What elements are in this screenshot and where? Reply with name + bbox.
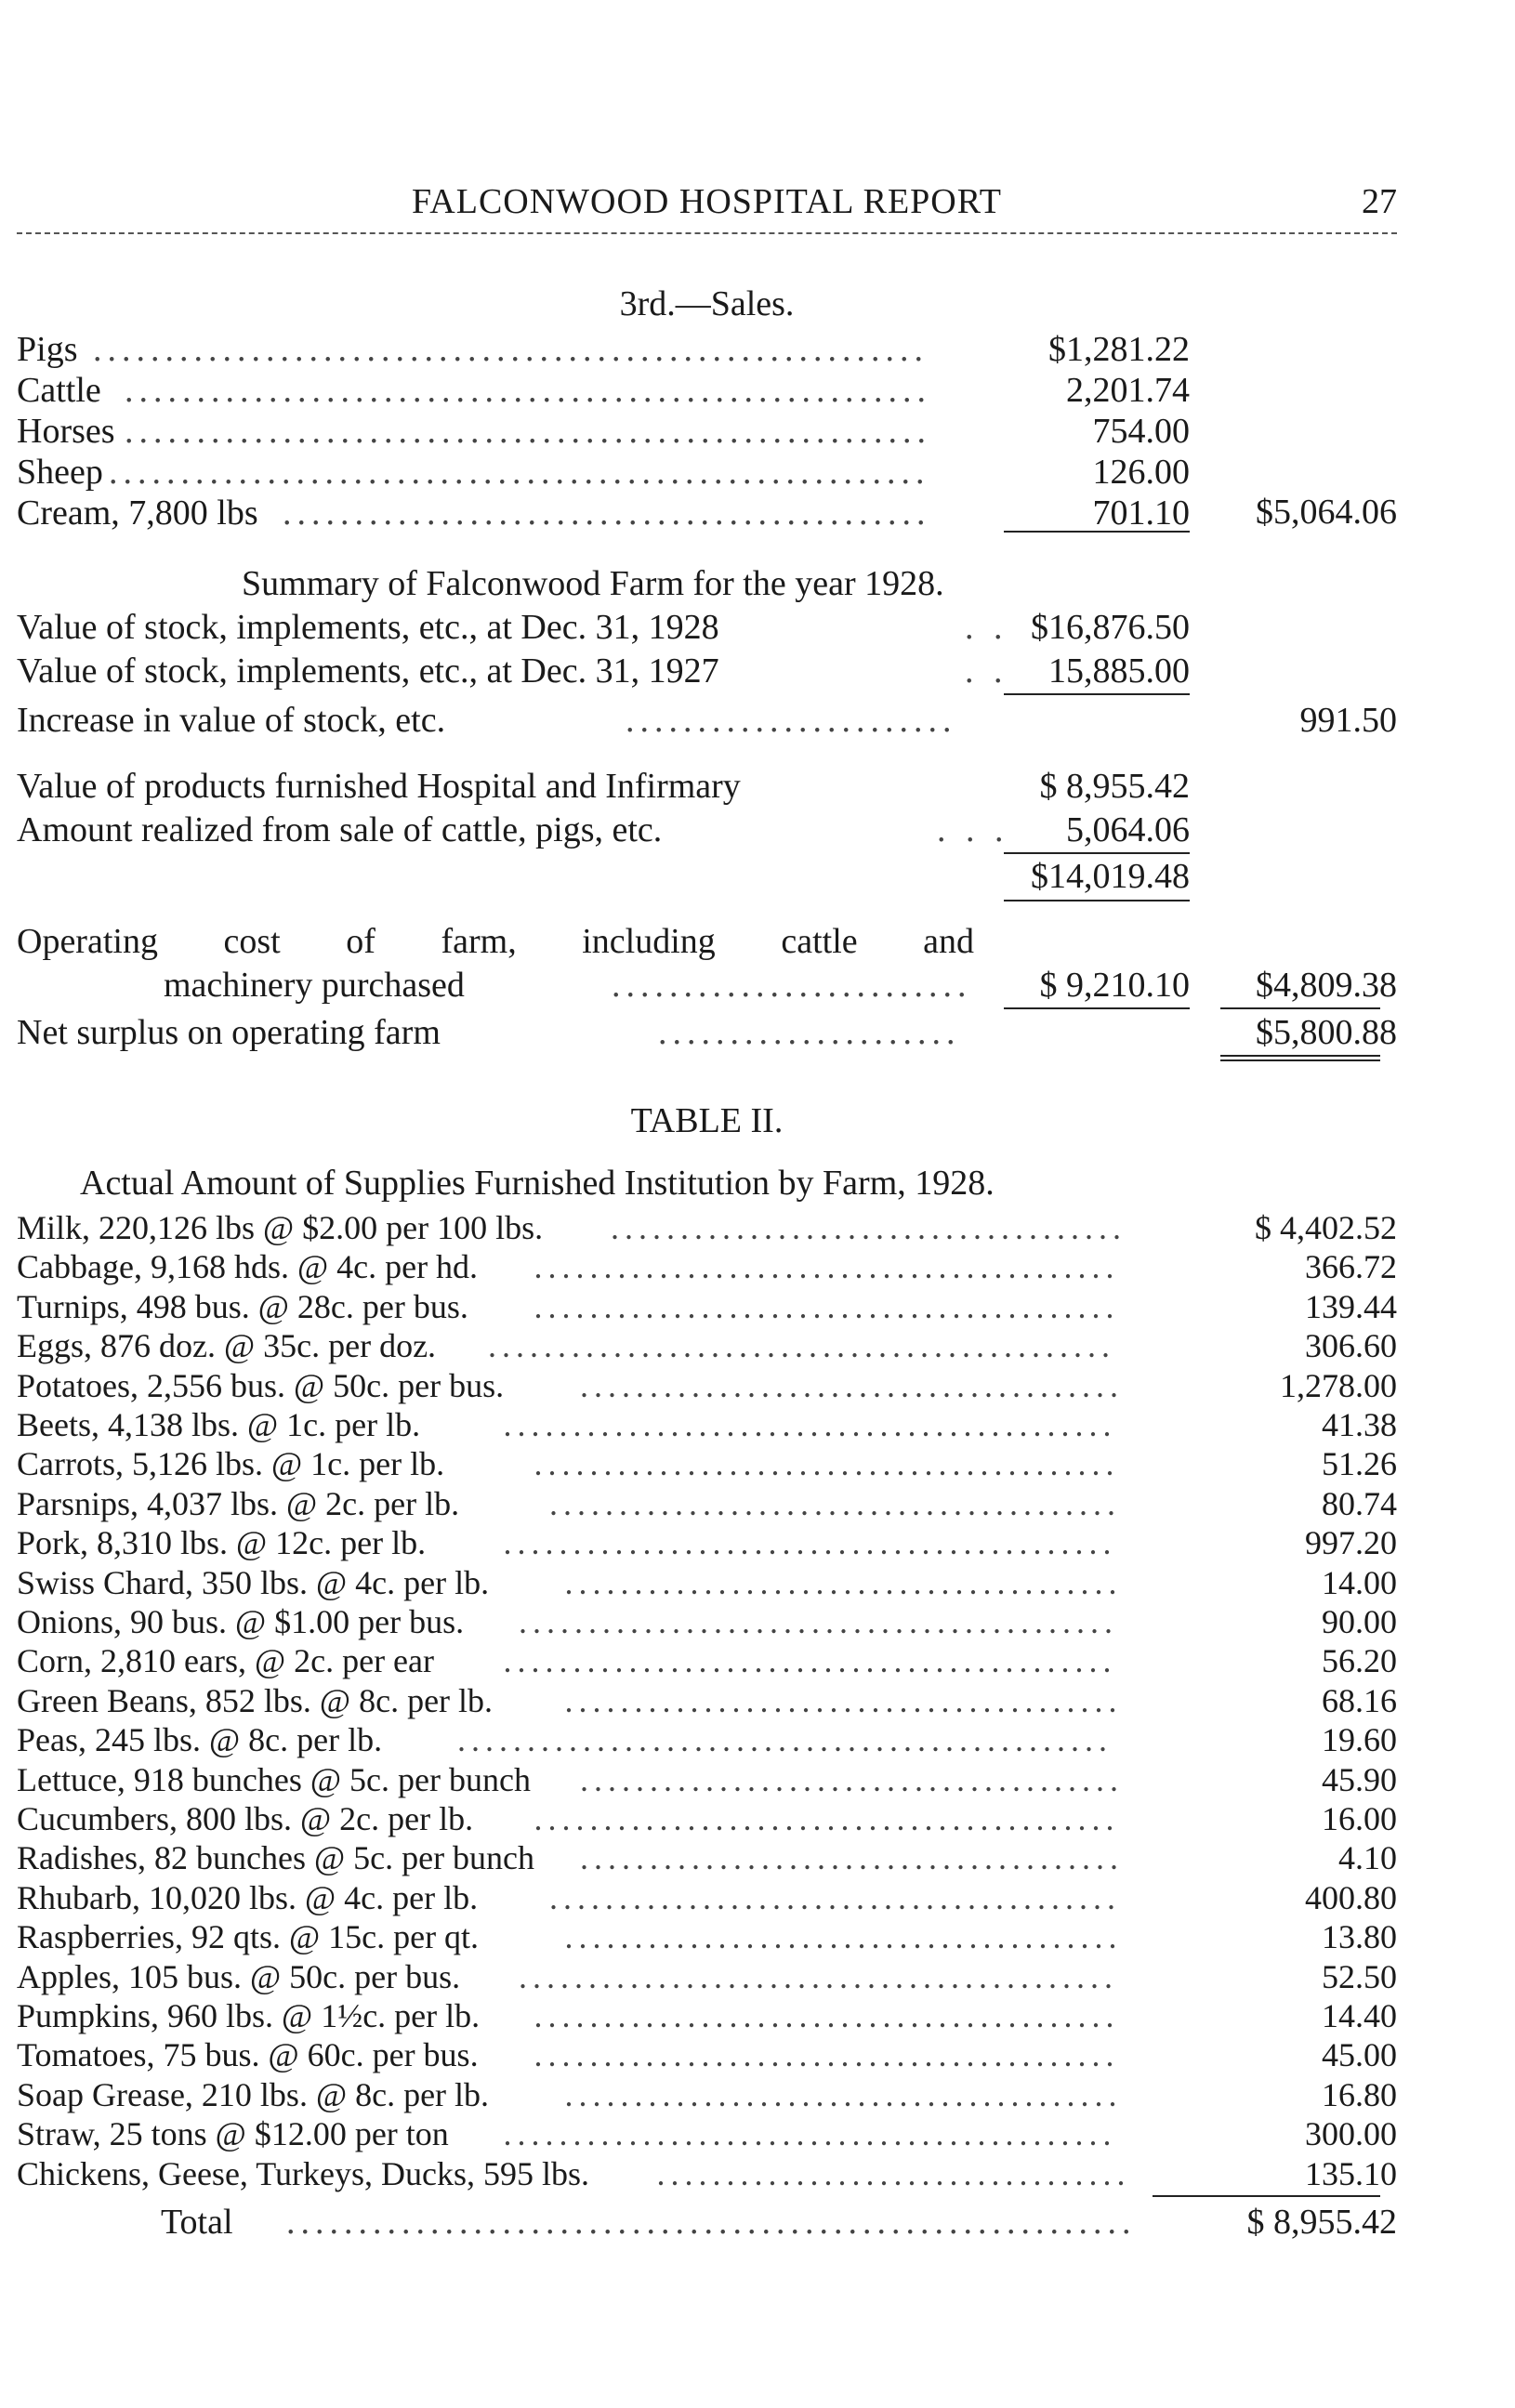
table-row <box>17 1482 1397 1525</box>
leader-dots: ........................................................... <box>286 2203 1137 2242</box>
table-item-label: Parsnips, 4,037 lbs. @ 2c. per lb. <box>17 1485 460 1522</box>
leader-dots: ............................................ <box>503 2115 1117 2152</box>
table-row <box>17 1364 1397 1407</box>
summary-row-operating-1 <box>17 920 1397 963</box>
summary-rule <box>1220 1059 1380 1061</box>
table-row <box>17 1718 1397 1761</box>
table-item-amount: 45.00 <box>1322 2036 1397 2073</box>
sales-total: $5,064.06 <box>1256 493 1397 532</box>
table-item-label: Cabbage, 9,168 hds. @ 4c. per hd. <box>17 1248 479 1285</box>
table-subheading: Actual Amount of Supplies Furnished Institution by Farm, 1928. <box>80 1164 995 1203</box>
leader-dots: ........................................ <box>564 1918 1123 1955</box>
table-item-amount: 306.60 <box>1305 1327 1397 1364</box>
table-row <box>17 1442 1397 1485</box>
leader-dots: ....................................... <box>580 1839 1124 1876</box>
summary-label: machinery purchased <box>164 966 465 1005</box>
table-item-label: Soap Grease, 210 lbs. @ 8c. per lb. <box>17 2076 490 2113</box>
summary-amount: 991.50 <box>1299 701 1397 740</box>
table-item-label: Radishes, 82 bunches @ 5c. per bunch <box>17 1839 535 1876</box>
table-row <box>17 2112 1397 2155</box>
sales-item-label: Horses <box>17 412 115 451</box>
summary-result: $4,809.38 <box>1256 966 1397 1005</box>
operating-word: and <box>923 922 975 961</box>
leader-dots: .......................................... <box>534 1800 1120 1837</box>
table-item-label: Swiss Chard, 350 lbs. @ 4c. per lb. <box>17 1564 490 1601</box>
table-row <box>17 2033 1397 2076</box>
table-item-amount: 19.60 <box>1322 1721 1397 1758</box>
table-heading: TABLE II. <box>630 1101 784 1140</box>
summary-rule <box>1004 693 1190 695</box>
sales-item-amount: 126.00 <box>1092 453 1190 492</box>
leader-dots: ............................................... <box>457 1721 1113 1758</box>
table-row <box>17 1245 1397 1288</box>
leader-dots: . . <box>965 608 1008 647</box>
summary-rule <box>1004 1007 1190 1009</box>
table-item-amount: 1,278.00 <box>1280 1367 1397 1404</box>
summary-amount: $ 8,955.42 <box>1039 767 1190 806</box>
summary-row-combined <box>17 855 1397 898</box>
table-item-amount: 13.80 <box>1322 1918 1397 1955</box>
sales-item-label: Sheep <box>17 453 103 492</box>
table-item-amount: 56.20 <box>1322 1642 1397 1679</box>
summary-label: Value of products furnished Hospital and Infirmary <box>17 767 741 806</box>
table-item-label: Pumpkins, 960 lbs. @ 1½c. per lb. <box>17 1997 481 2034</box>
table-total-rule <box>1153 2195 1380 2197</box>
table-row <box>17 1876 1397 1919</box>
table-item-amount: 52.50 <box>1322 1958 1397 1995</box>
table-item-label: Green Beans, 852 lbs. @ 8c. per lb. <box>17 1682 494 1719</box>
summary-rule <box>1004 852 1190 854</box>
table-total-label: Total <box>161 2203 233 2242</box>
sales-item-amount: 701.10 <box>1092 493 1190 533</box>
table-item-amount: 400.80 <box>1305 1879 1397 1916</box>
table-row <box>17 2073 1397 2116</box>
summary-label: Value of stock, implements, etc., at Dec. 31, 1927 <box>17 651 719 691</box>
leader-dots: ........................................................ <box>125 412 931 451</box>
table-item-label: Corn, 2,810 ears, @ 2c. per ear <box>17 1642 434 1679</box>
table-item-amount: 80.74 <box>1322 1485 1397 1522</box>
summary-row-operating-2 <box>17 964 1397 1007</box>
operating-word: cost <box>223 922 281 961</box>
sales-heading: 3rd.—Sales. <box>619 284 795 323</box>
leader-dots: ........................................ <box>564 1564 1123 1601</box>
leader-dots: .......................................... <box>534 1997 1120 2034</box>
summary-amount: $16,876.50 <box>1031 608 1190 647</box>
leader-dots: ............................................ <box>503 1406 1117 1443</box>
leader-dots: ....................... <box>626 701 957 740</box>
summary-heading: Summary of Falconwood Farm for the year 1928. <box>242 564 944 603</box>
leader-dots: ........................................ <box>564 2076 1123 2113</box>
table-item-label: Apples, 105 bus. @ 50c. per bus. <box>17 1958 461 1995</box>
summary-amount: 5,064.06 <box>1066 810 1190 849</box>
table-row <box>17 1797 1397 1840</box>
table-row <box>17 1561 1397 1604</box>
leader-dots: .......................................... <box>534 1288 1120 1325</box>
leader-dots: . . <box>965 651 1008 691</box>
table-row <box>17 1403 1397 1446</box>
leader-dots: ......................... <box>612 966 972 1005</box>
leader-dots: ....................................... <box>580 1761 1124 1798</box>
summary-row-stock-1928 <box>17 606 1397 649</box>
table-item-label: Cucumbers, 800 lbs. @ 2c. per lb. <box>17 1800 474 1837</box>
table-item-label: Raspberries, 92 qts. @ 15c. per qt. <box>17 1918 480 1955</box>
leader-dots: ............................................. <box>283 493 931 533</box>
leader-dots: ......................................... <box>549 1485 1121 1522</box>
table-row <box>17 1206 1397 1249</box>
page-title: FALCONWOOD HOSPITAL REPORT <box>411 182 1003 221</box>
leader-dots: ......................................................... <box>109 453 930 492</box>
table-item-amount: 300.00 <box>1305 2115 1397 2152</box>
summary-row-sales <box>17 809 1397 851</box>
sales-item-label: Cattle <box>17 371 101 410</box>
table-row <box>17 1955 1397 1998</box>
summary-row-products <box>17 765 1397 808</box>
summary-row-increase <box>17 699 1397 742</box>
operating-word: Operating <box>17 922 158 961</box>
sales-row <box>17 451 1397 493</box>
table-item-label: Carrots, 5,126 lbs. @ 1c. per lb. <box>17 1445 445 1482</box>
operating-word: including <box>582 922 716 961</box>
sales-row <box>17 369 1397 412</box>
summary-amount: 15,885.00 <box>1048 651 1190 691</box>
table-item-label: Eggs, 876 doz. @ 35c. per doz. <box>17 1327 437 1364</box>
table-item-amount: 997.20 <box>1305 1524 1397 1561</box>
operating-word: cattle <box>781 922 858 961</box>
sales-item-amount: $1,281.22 <box>1048 330 1190 369</box>
sales-row <box>17 410 1397 453</box>
table-item-amount: 139.44 <box>1305 1288 1397 1325</box>
table-item-label: Onions, 90 bus. @ $1.00 per bus. <box>17 1603 465 1640</box>
sales-total-row <box>17 491 1397 533</box>
sales-item-label: Pigs <box>17 330 78 369</box>
leader-dots: ............................................ <box>503 1524 1117 1561</box>
table-row <box>17 1600 1397 1643</box>
table-row <box>17 1679 1397 1722</box>
leader-dots: .......................................................... <box>93 330 929 369</box>
table-item-amount: 4.10 <box>1338 1839 1397 1876</box>
table-item-label: Rhubarb, 10,020 lbs. @ 4c. per lb. <box>17 1879 479 1916</box>
table-item-amount: 135.10 <box>1305 2155 1397 2192</box>
table-row <box>17 1758 1397 1801</box>
page-number: 27 <box>1362 182 1397 221</box>
table-item-label: Milk, 220,126 lbs @ $2.00 per 100 lbs. <box>17 1209 544 1246</box>
table-item-amount: 90.00 <box>1322 1603 1397 1640</box>
operating-word: of <box>346 922 375 961</box>
table-item-amount: 16.00 <box>1322 1800 1397 1837</box>
table-item-label: Turnips, 498 bus. @ 28c. per bus. <box>17 1288 468 1325</box>
table-item-amount: 16.80 <box>1322 2076 1397 2113</box>
table-total-row <box>17 2201 1397 2244</box>
leader-dots: .................................. <box>656 2155 1131 2192</box>
sales-item-amount: 2,201.74 <box>1066 371 1190 410</box>
summary-row-stock-1927 <box>17 650 1397 692</box>
summary-amount: $5,800.88 <box>1256 1013 1397 1052</box>
summary-label: Net surplus on operating farm <box>17 1013 441 1052</box>
sales-item-amount: 754.00 <box>1092 412 1190 451</box>
table-row <box>17 1836 1397 1879</box>
sales-item-label: Cream, 7,800 lbs <box>17 493 258 533</box>
table-row <box>17 1994 1397 2037</box>
table-item-label: Lettuce, 918 bunches @ 5c. per bunch <box>17 1761 531 1798</box>
table-item-label: Chickens, Geese, Turkeys, Ducks, 595 lbs. <box>17 2155 589 2192</box>
leader-dots: .......................................... <box>534 2036 1120 2073</box>
leader-dots: ........................................... <box>519 1603 1118 1640</box>
leader-dots: .......................................... <box>534 1445 1120 1482</box>
table-item-label: Tomatoes, 75 bus. @ 60c. per bus. <box>17 2036 479 2073</box>
table-item-amount: 45.90 <box>1322 1761 1397 1798</box>
leader-dots: ............................................. <box>488 1327 1115 1364</box>
summary-row-net <box>17 1011 1397 1054</box>
summary-amount: $ 9,210.10 <box>1039 966 1190 1005</box>
table-item-label: Straw, 25 tons @ $12.00 per ton <box>17 2115 449 2152</box>
summary-label: Value of stock, implements, etc., at Dec. 31, 1928 <box>17 608 719 647</box>
leader-dots: ............................................ <box>503 1642 1117 1679</box>
leader-dots: . . . <box>937 810 1009 849</box>
leader-dots: ..................... <box>658 1013 961 1052</box>
summary-rule <box>1220 1007 1380 1009</box>
operating-word: farm, <box>441 922 517 961</box>
header-divider <box>17 232 1397 234</box>
table-item-label: Pork, 8,310 lbs. @ 12c. per lb. <box>17 1524 427 1561</box>
leader-dots: ......................................... <box>549 1879 1121 1916</box>
table-item-amount: 14.40 <box>1322 1997 1397 2034</box>
sales-row <box>17 328 1397 371</box>
leader-dots: .......................................... <box>534 1248 1120 1285</box>
table-row <box>17 1915 1397 1958</box>
table-row <box>17 1639 1397 1682</box>
table-item-label: Beets, 4,138 lbs. @ 1c. per lb. <box>17 1406 421 1443</box>
table-item-label: Potatoes, 2,556 bus. @ 50c. per bus. <box>17 1367 505 1404</box>
summary-rule <box>1220 1055 1380 1057</box>
table-item-amount: 51.26 <box>1322 1445 1397 1482</box>
summary-label: Amount realized from sale of cattle, pigs, etc. <box>17 810 663 849</box>
operating-label <box>17 920 974 963</box>
table-item-amount: $ 4,402.52 <box>1255 1209 1397 1246</box>
table-item-amount: 14.00 <box>1322 1564 1397 1601</box>
table-item-amount: 366.72 <box>1305 1248 1397 1285</box>
leader-dots: ....................................... <box>580 1367 1124 1404</box>
summary-rule <box>1004 900 1190 901</box>
leader-dots: ..................................... <box>611 1209 1126 1246</box>
table-row <box>17 2152 1397 2195</box>
table-item-amount: 68.16 <box>1322 1682 1397 1719</box>
table-item-label: Peas, 245 lbs. @ 8c. per lb. <box>17 1721 383 1758</box>
page-header <box>17 181 1397 246</box>
table-total-amount: $ 8,955.42 <box>1246 2203 1397 2242</box>
leader-dots: ........................................................ <box>125 371 931 410</box>
summary-amount: $14,019.48 <box>1031 857 1190 896</box>
leader-dots: ........................................... <box>519 1958 1118 1995</box>
table-row <box>17 1521 1397 1564</box>
table-row <box>17 1285 1397 1328</box>
table-row <box>17 1324 1397 1367</box>
summary-label: Increase in value of stock, etc. <box>17 701 446 740</box>
leader-dots: ........................................ <box>564 1682 1123 1719</box>
table-item-amount: 41.38 <box>1322 1406 1397 1443</box>
